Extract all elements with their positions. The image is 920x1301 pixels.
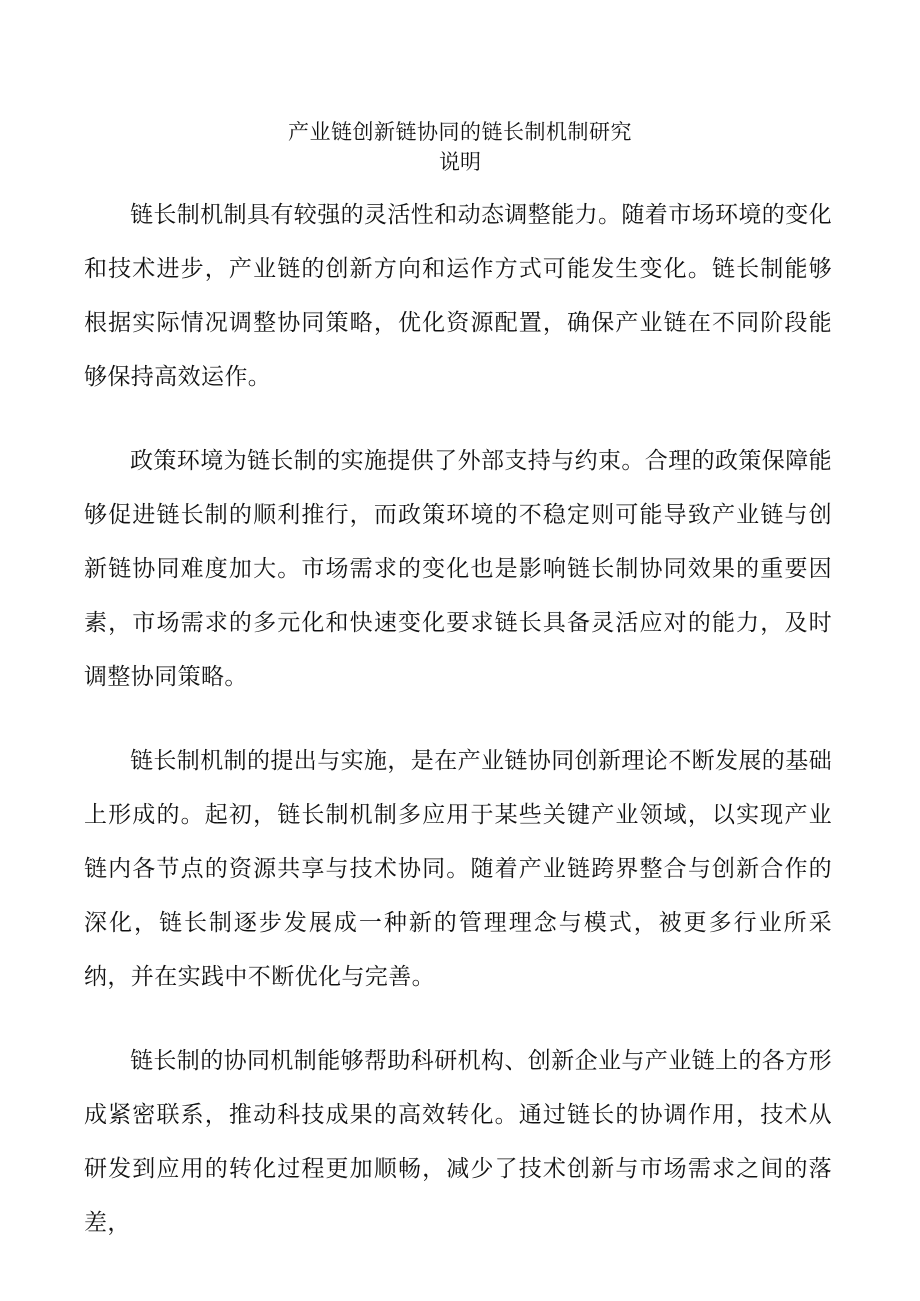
document-subtitle: 说明 xyxy=(439,150,481,174)
paragraph-2: 政策环境为链长制的实施提供了外部支持与约束。合理的政策保障能够促进链长制的顺利推行，而政策环境的不稳定则可能导致产业链与创新链协同难度加大。市场需求的变化也是影响链长制协同效果的重要因素，市场需求的多元化和快速变化要求链长具备灵活应对的能力，及时调整协同策略。 xyxy=(84,448,832,690)
paragraph-3: 链长制机制的提出与实施，是在产业链协同创新理论不断发展的基础上形成的。起初，链长制机制多应用于某些关键产业领域，以实现产业链内各节点的资源共享与技术协同。随着产业链跨界整合与创新合作的深化，链长制逐步发展成一种新的管理理念与模式，被更多行业所采纳，并在实践中不断优化与完善。 xyxy=(84,748,832,990)
paragraph-1: 链长制机制具有较强的灵活性和动态调整能力。随着市场环境的变化和技术进步，产业链的创新方向和运作方式可能发生变化。链长制能够根据实际情况调整协同策略，优化资源配置，确保产业链在不同阶段能够保持高效运作。 xyxy=(84,202,832,390)
document-body xyxy=(84,188,832,1280)
paragraph-4: 链长制的协同机制能够帮助科研机构、创新企业与产业链上的各方形成紧密联系，推动科技成果的高效转化。通过链长的协调作用，技术从研发到应用的转化过程更加顺畅，减少了技术创新与市场需求之间的落差， xyxy=(84,1048,832,1236)
document-title: 产业链创新链协同的链长制机制研究 xyxy=(288,120,632,144)
